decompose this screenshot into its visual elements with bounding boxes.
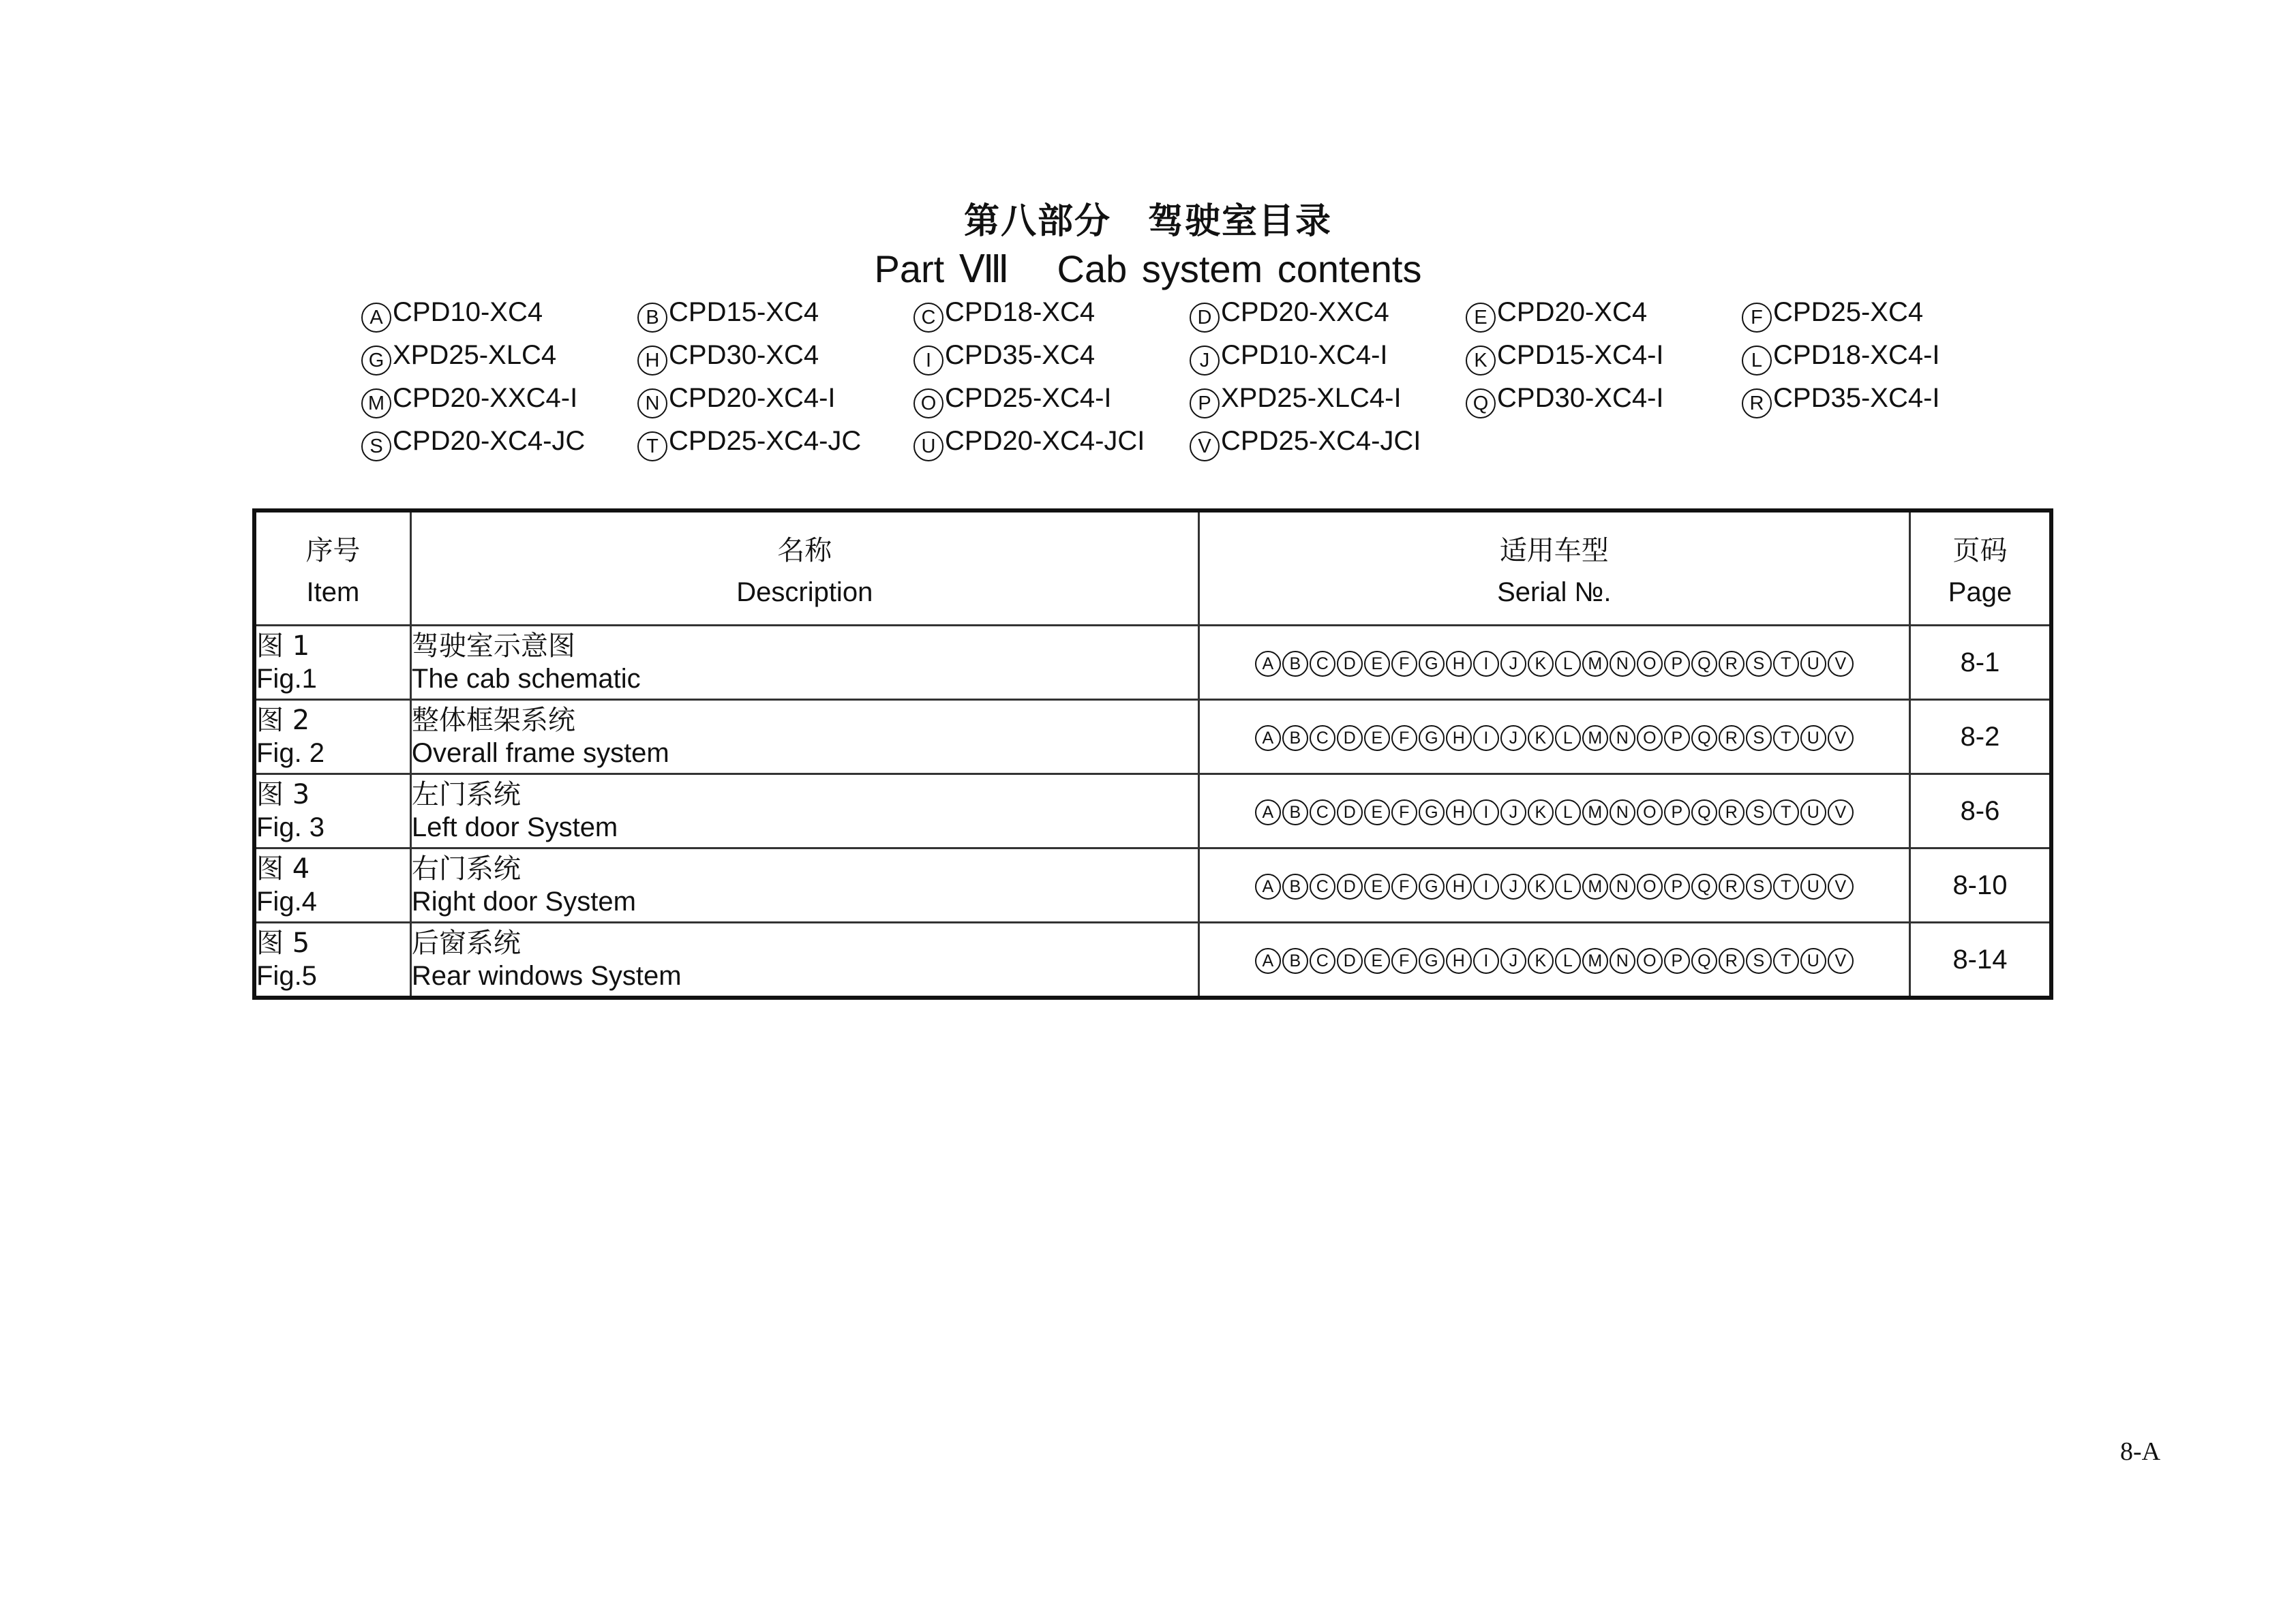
serial-code-badge: P (1664, 948, 1690, 974)
item-label-cn: 图 4 (256, 853, 310, 885)
serial-code-badge: G (1419, 948, 1445, 974)
serial-code-badge: I (1473, 651, 1499, 677)
model-code-badge: H (637, 346, 667, 376)
serial-code-badge: F (1391, 651, 1417, 677)
model-name: CPD30-XC4 (669, 340, 819, 370)
serial-code-badge: B (1282, 874, 1308, 900)
serial-code-badge: H (1446, 799, 1472, 825)
page-title-chinese: 第八部分 驾驶室目录 (963, 201, 1332, 242)
serial-code-badge: S (1746, 948, 1772, 974)
serial-code-badge: S (1746, 799, 1772, 825)
description-en: The cab schematic (411, 664, 641, 694)
item-label-cn: 图 5 (256, 928, 310, 959)
model-entry (361, 340, 637, 376)
header-item: 序号 Item (254, 510, 410, 626)
item-label-en: Fig.5 (256, 961, 317, 991)
serial-code-badge: V (1828, 948, 1854, 974)
model-code-badge: R (1742, 388, 1772, 418)
description-cell (410, 848, 1198, 923)
page-cell: 8-1 (1909, 626, 2051, 700)
model-row (361, 426, 1984, 469)
serial-code-badge: K (1528, 874, 1554, 900)
model-code-badge: T (637, 431, 667, 461)
model-name: XPD25-XLC4 (393, 340, 557, 370)
page-number: 8-A (2120, 1437, 2161, 1466)
model-code-badge: K (1466, 346, 1496, 376)
header-page: 页码 Page (1909, 510, 2051, 626)
serial-code-badge: S (1746, 725, 1772, 751)
serial-code-badge: J (1500, 725, 1526, 751)
model-code-badge: O (913, 388, 943, 418)
serial-code-badge: K (1528, 799, 1554, 825)
model-code-badge: D (1190, 303, 1220, 333)
serial-code-badge: J (1500, 948, 1526, 974)
model-name: CPD20-XC4-I (669, 383, 836, 413)
serial-cell (1198, 700, 1909, 774)
model-entry (1190, 340, 1466, 376)
serial-code-badge: L (1555, 725, 1581, 751)
model-name: CPD25-XC4 (1773, 297, 1924, 327)
item-label-en: Fig.4 (256, 887, 317, 917)
serial-code-badge: Q (1691, 874, 1717, 900)
model-code-badge: F (1742, 303, 1772, 333)
section-title: Cab system contents (1057, 247, 1422, 290)
serial-code-badge: L (1555, 799, 1581, 825)
serial-code-badge: R (1719, 799, 1744, 825)
model-name: CPD35-XC4 (945, 340, 1096, 370)
serial-code-badge: P (1664, 651, 1690, 677)
model-entry (637, 297, 913, 333)
model-entry (361, 297, 637, 333)
serial-code-badge: P (1664, 799, 1690, 825)
model-code-badge: C (913, 303, 943, 333)
model-code-badge: P (1190, 388, 1220, 418)
serial-code-badge: K (1528, 651, 1554, 677)
serial-code-badge: R (1719, 651, 1744, 677)
serial-code-badge: P (1664, 874, 1690, 900)
model-code-badge: I (913, 346, 943, 376)
table-row (254, 626, 2051, 700)
serial-code-badge: D (1337, 799, 1363, 825)
model-name: CPD20-XC4 (1497, 297, 1648, 327)
model-name: CPD10-XC4 (393, 297, 543, 327)
serial-code-badge: I (1473, 725, 1499, 751)
description-cn: 驾驶室示意图 (411, 630, 575, 662)
serial-code-badge: B (1282, 799, 1308, 825)
model-name: CPD18-XC4 (945, 297, 1096, 327)
serial-code-badge: L (1555, 874, 1581, 900)
model-code-badge: U (913, 431, 943, 461)
serial-code-badge: M (1582, 948, 1608, 974)
page-cell: 8-10 (1909, 848, 2051, 923)
model-name: CPD30-XC4-I (1497, 383, 1664, 413)
serial-code-badge: J (1500, 874, 1526, 900)
item-label-en: Fig. 2 (256, 738, 325, 768)
serial-code-badge: A (1255, 874, 1281, 900)
model-entry (1466, 340, 1742, 376)
model-entry (1742, 383, 2018, 418)
serial-code-badge: R (1719, 948, 1744, 974)
model-code-badge: E (1466, 303, 1496, 333)
serial-code-badge: F (1391, 874, 1417, 900)
table-row (254, 848, 2051, 923)
contents-table (252, 508, 2053, 1000)
description-cell (410, 626, 1198, 700)
model-code-badge: G (361, 346, 391, 376)
serial-code-badge: D (1337, 948, 1363, 974)
model-entry (361, 426, 637, 461)
serial-code-badge: U (1800, 651, 1826, 677)
description-cell (410, 700, 1198, 774)
item-cell (254, 700, 410, 774)
serial-code-badge: U (1800, 725, 1826, 751)
model-code-badge: N (637, 388, 667, 418)
serial-code-badge: E (1364, 799, 1390, 825)
model-entry (1742, 340, 2018, 376)
serial-code-badge: C (1310, 725, 1335, 751)
model-entry (637, 383, 913, 418)
serial-code-badge: M (1582, 651, 1608, 677)
model-name: CPD35-XC4-I (1773, 383, 1940, 413)
serial-code-badge: E (1364, 651, 1390, 677)
table-row (254, 774, 2051, 848)
serial-code-badge: K (1528, 948, 1554, 974)
serial-code-badge: L (1555, 948, 1581, 974)
serial-code-badge: U (1800, 948, 1826, 974)
serial-code-badge: L (1555, 651, 1581, 677)
serial-code-badge: E (1364, 874, 1390, 900)
model-name: XPD25-XLC4-I (1221, 383, 1402, 413)
serial-cell (1198, 626, 1909, 700)
serial-code-badge: C (1310, 799, 1335, 825)
serial-code-badge: J (1500, 651, 1526, 677)
serial-code-badge: F (1391, 948, 1417, 974)
item-cell (254, 923, 410, 998)
model-name: CPD15-XC4 (669, 297, 819, 327)
serial-code-badge: S (1746, 874, 1772, 900)
serial-code-badge: D (1337, 725, 1363, 751)
model-row (361, 340, 1984, 383)
table-row (254, 700, 2051, 774)
description-cell (410, 774, 1198, 848)
model-code-badge: V (1190, 431, 1220, 461)
serial-code-badge: H (1446, 651, 1472, 677)
serial-code-badge: V (1828, 799, 1854, 825)
serial-cell (1198, 923, 1909, 998)
item-label-cn: 图 1 (256, 630, 310, 662)
serial-code-badge: C (1310, 948, 1335, 974)
table-header-row (254, 510, 2051, 626)
serial-code-badge: T (1773, 948, 1799, 974)
header-serial: 适用车型 Serial №. (1198, 510, 1909, 626)
serial-code-badge: U (1800, 799, 1826, 825)
model-entry (1190, 383, 1466, 418)
serial-code-badge: H (1446, 725, 1472, 751)
model-name: CPD20-XXC4-I (393, 383, 578, 413)
description-en: Overall frame system (411, 738, 669, 768)
serial-code-badge: R (1719, 725, 1744, 751)
description-en: Left door System (411, 812, 618, 842)
model-entry (1190, 297, 1466, 333)
model-list (361, 297, 1984, 469)
serial-cell (1198, 848, 1909, 923)
item-cell (254, 848, 410, 923)
model-entry (361, 383, 637, 418)
item-label-en: Fig. 3 (256, 812, 325, 842)
serial-code-badge: H (1446, 874, 1472, 900)
item-cell (254, 774, 410, 848)
model-entry (913, 340, 1190, 376)
model-code-badge: J (1190, 346, 1220, 376)
description-cn: 右门系统 (411, 853, 521, 885)
serial-code-badge: F (1391, 799, 1417, 825)
serial-code-badge: G (1419, 651, 1445, 677)
serial-code-badge: D (1337, 651, 1363, 677)
serial-code-badge: Q (1691, 725, 1717, 751)
page-title-english (0, 247, 2296, 292)
item-label-cn: 图 2 (256, 705, 310, 736)
part-number: Part Ⅷ (874, 247, 1010, 290)
model-name: CPD10-XC4-I (1221, 340, 1388, 370)
serial-code-badge: K (1528, 725, 1554, 751)
serial-code-badge: P (1664, 725, 1690, 751)
serial-code-badge: H (1446, 948, 1472, 974)
model-name: CPD20-XC4-JC (393, 426, 586, 456)
serial-code-badge: I (1473, 799, 1499, 825)
page-cell: 8-2 (1909, 700, 2051, 774)
serial-code-badge: I (1473, 874, 1499, 900)
item-label-en: Fig.1 (256, 664, 317, 694)
serial-code-badge: O (1637, 874, 1663, 900)
description-cn: 整体框架系统 (411, 705, 575, 736)
serial-code-badge: E (1364, 948, 1390, 974)
serial-code-badge: N (1610, 799, 1635, 825)
model-name: CPD15-XC4-I (1497, 340, 1664, 370)
description-cn: 后窗系统 (411, 928, 521, 959)
serial-code-badge: M (1582, 874, 1608, 900)
model-code-badge: S (361, 431, 391, 461)
serial-code-badge: G (1419, 799, 1445, 825)
page-cell: 8-6 (1909, 774, 2051, 848)
serial-code-badge: M (1582, 799, 1608, 825)
serial-code-badge: V (1828, 874, 1854, 900)
serial-code-badge: O (1637, 651, 1663, 677)
table-row (254, 923, 2051, 998)
serial-code-badge: A (1255, 725, 1281, 751)
item-cell (254, 626, 410, 700)
model-name: CPD20-XC4-JCI (945, 426, 1145, 456)
model-code-badge: B (637, 303, 667, 333)
item-label-cn: 图 3 (256, 779, 310, 810)
serial-code-badge: Q (1691, 799, 1717, 825)
serial-code-badge: Q (1691, 651, 1717, 677)
model-entry (1190, 426, 1466, 461)
model-name: CPD18-XC4-I (1773, 340, 1940, 370)
model-code-badge: L (1742, 346, 1772, 376)
serial-code-badge: R (1719, 874, 1744, 900)
serial-code-badge: G (1419, 874, 1445, 900)
serial-code-badge: N (1610, 651, 1635, 677)
serial-code-badge: T (1773, 799, 1799, 825)
model-name: CPD20-XXC4 (1221, 297, 1389, 327)
page-cell: 8-14 (1909, 923, 2051, 998)
serial-code-badge: B (1282, 651, 1308, 677)
model-name: CPD25-XC4-JC (669, 426, 862, 456)
header-description: 名称 Description (410, 510, 1198, 626)
serial-code-badge: U (1800, 874, 1826, 900)
description-cell (410, 923, 1198, 998)
model-entry (913, 383, 1190, 418)
model-entry (913, 426, 1190, 461)
serial-code-badge: O (1637, 799, 1663, 825)
serial-code-badge: T (1773, 725, 1799, 751)
serial-code-badge: J (1500, 799, 1526, 825)
serial-cell (1198, 774, 1909, 848)
model-entry (637, 340, 913, 376)
model-row (361, 297, 1984, 340)
model-code-badge: Q (1466, 388, 1496, 418)
serial-code-badge: T (1773, 651, 1799, 677)
model-entry (1742, 297, 2018, 333)
serial-code-badge: D (1337, 874, 1363, 900)
model-entry (1466, 383, 1742, 418)
description-en: Right door System (411, 887, 636, 917)
description-en: Rear windows System (411, 961, 682, 991)
model-entry (637, 426, 913, 461)
serial-code-badge: F (1391, 725, 1417, 751)
serial-code-badge: C (1310, 874, 1335, 900)
model-name: CPD25-XC4-I (945, 383, 1112, 413)
serial-code-badge: N (1610, 874, 1635, 900)
serial-code-badge: B (1282, 948, 1308, 974)
description-cn: 左门系统 (411, 779, 521, 810)
serial-code-badge: A (1255, 948, 1281, 974)
serial-code-badge: E (1364, 725, 1390, 751)
serial-code-badge: A (1255, 799, 1281, 825)
serial-code-badge: O (1637, 948, 1663, 974)
model-name: CPD25-XC4-JCI (1221, 426, 1421, 456)
serial-code-badge: V (1828, 725, 1854, 751)
serial-code-badge: T (1773, 874, 1799, 900)
serial-code-badge: N (1610, 948, 1635, 974)
model-code-badge: M (361, 388, 391, 418)
model-entry (913, 297, 1190, 333)
serial-code-badge: I (1473, 948, 1499, 974)
serial-code-badge: N (1610, 725, 1635, 751)
model-row (361, 383, 1984, 426)
serial-code-badge: C (1310, 651, 1335, 677)
serial-code-badge: A (1255, 651, 1281, 677)
serial-code-badge: Q (1691, 948, 1717, 974)
model-entry (1466, 297, 1742, 333)
serial-code-badge: O (1637, 725, 1663, 751)
serial-code-badge: G (1419, 725, 1445, 751)
serial-code-badge: B (1282, 725, 1308, 751)
serial-code-badge: S (1746, 651, 1772, 677)
model-code-badge: A (361, 303, 391, 333)
serial-code-badge: M (1582, 725, 1608, 751)
serial-code-badge: V (1828, 651, 1854, 677)
